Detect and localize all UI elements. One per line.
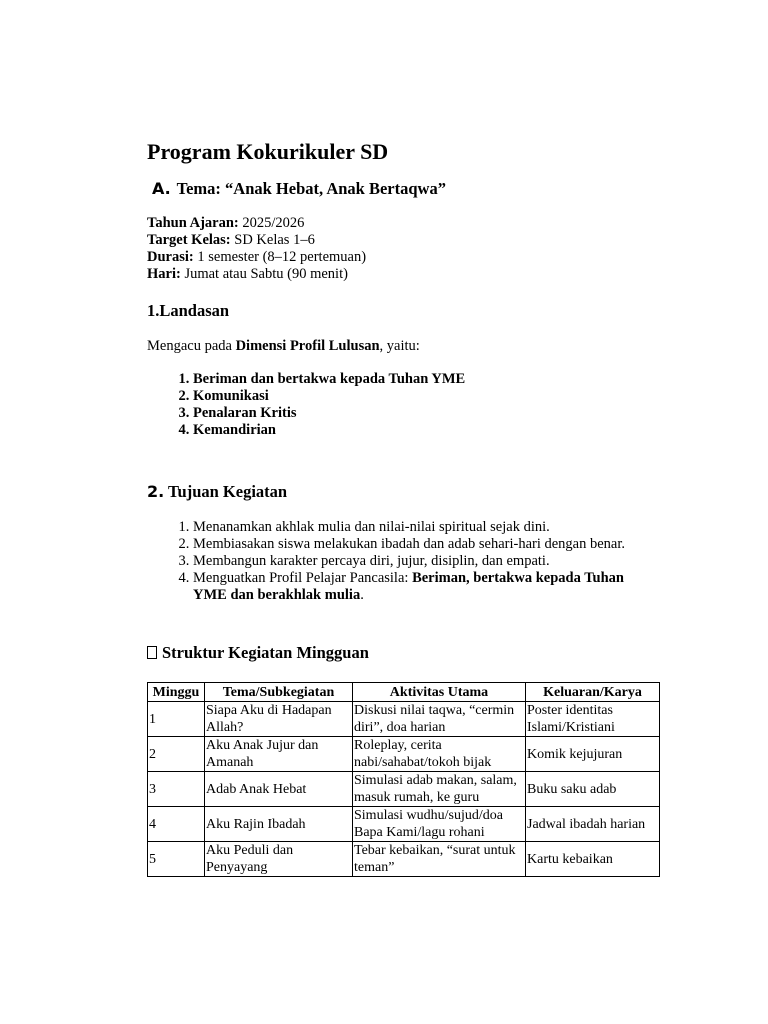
- meta-hari: [147, 266, 659, 283]
- tujuan-item4-post: .: [360, 587, 364, 603]
- meta-value: 1 semester (8–12 pertemuan): [193, 249, 367, 265]
- meta-key: Target Kelas:: [147, 232, 231, 248]
- struktur-heading-text: Struktur Kegiatan Mingguan: [162, 643, 369, 662]
- landasan-intro-bold: Dimensi Profil Lulusan: [235, 338, 380, 354]
- list-item: 1. Menanamkan akhlak mulia dan nilai-nilai spiritual sejak dini.: [193, 519, 659, 536]
- tujuan-item4-bold: Beriman, bertakwa kepada Tuhan YME dan berakhlak mulia: [193, 570, 624, 603]
- cell-minggu: 5: [148, 842, 205, 877]
- meta-target-kelas: [147, 232, 659, 249]
- cell-keluaran: Komik kejujuran: [526, 737, 660, 772]
- landasan-heading: 1.Landasan: [147, 301, 230, 320]
- cell-aktivitas: Simulasi adab makan, salam, masuk rumah, ke guru: [353, 772, 526, 807]
- document-page: [147, 137, 659, 877]
- cell-aktivitas: Tebar kebaikan, “surat untuk teman”: [353, 842, 526, 877]
- cell-tema: Siapa Aku di Hadapan Allah?: [205, 702, 353, 737]
- tujuan-heading: [147, 481, 659, 503]
- cell-aktivitas: Simulasi wudhu/sujud/doa Bapa Kami/lagu rohani: [353, 807, 526, 842]
- table-row: [148, 807, 660, 842]
- table-row: [148, 737, 660, 772]
- meta-value: Jumat atau Sabtu (90 menit): [180, 266, 348, 282]
- landasan-intro-post: , yaitu:: [379, 338, 420, 354]
- cell-minggu: 1: [148, 702, 205, 737]
- meta-tahun-ajaran: [147, 215, 659, 232]
- theme-heading: [147, 178, 659, 200]
- theme-label: Tema: “Anak Hebat, Anak Bertaqwa”: [176, 179, 446, 198]
- missing-glyph-icon: [147, 646, 157, 659]
- table-row: [148, 702, 660, 737]
- document-title: Program Kokurikuler SD: [147, 139, 389, 164]
- table-row: [148, 772, 660, 807]
- program-meta: [147, 215, 659, 283]
- landasan-list: [147, 371, 659, 439]
- list-item: 3. Membangun karakter percaya diri, jujur, disiplin, dan empati.: [193, 553, 659, 570]
- struktur-heading: [147, 642, 659, 664]
- column-header-minggu: Minggu: [148, 683, 205, 702]
- list-item: 1. Beriman dan bertakwa kepada Tuhan YME: [193, 371, 659, 388]
- cell-minggu: 4: [148, 807, 205, 842]
- theme-marker: A.: [152, 179, 171, 198]
- cell-aktivitas: Diskusi nilai taqwa, “cermin diri”, doa harian: [353, 702, 526, 737]
- list-item: 2. Komunikasi: [193, 388, 659, 405]
- cell-aktivitas: Roleplay, cerita nabi/sahabat/tokoh bijak: [353, 737, 526, 772]
- list-item: [193, 570, 659, 604]
- meta-key: Hari:: [147, 266, 181, 282]
- meta-key: Tahun Ajaran:: [147, 215, 239, 231]
- cell-tema: Aku Peduli dan Penyayang: [205, 842, 353, 877]
- cell-keluaran: Buku saku adab: [526, 772, 660, 807]
- list-item: 2. Membiasakan siswa melakukan ibadah dan adab sehari-hari dengan benar.: [193, 536, 659, 553]
- cell-keluaran: Jadwal ibadah harian: [526, 807, 660, 842]
- list-item: 4. Kemandirian: [193, 422, 659, 439]
- tujuan-heading-number: 2.: [147, 482, 165, 501]
- table-header-row: [148, 683, 660, 702]
- meta-value: 2025/2026: [238, 215, 305, 231]
- column-header-tema: Tema/Subkegiatan: [205, 683, 353, 702]
- tujuan-heading-text: Tujuan Kegiatan: [164, 482, 288, 501]
- cell-keluaran: Poster identitas Islami/Kristiani: [526, 702, 660, 737]
- cell-tema: Aku Anak Jujur dan Amanah: [205, 737, 353, 772]
- meta-durasi: [147, 249, 659, 266]
- meta-value: SD Kelas 1–6: [230, 232, 315, 248]
- cell-minggu: 3: [148, 772, 205, 807]
- list-item: 3. Penalaran Kritis: [193, 405, 659, 422]
- cell-tema: Adab Anak Hebat: [205, 772, 353, 807]
- cell-keluaran: Kartu kebaikan: [526, 842, 660, 877]
- cell-tema: Aku Rajin Ibadah: [205, 807, 353, 842]
- table-row: [148, 842, 660, 877]
- tujuan-item4-pre: Menguatkan Profil Pelajar Pancasila:: [193, 570, 413, 586]
- landasan-intro: [147, 337, 659, 355]
- weekly-structure-table: [147, 682, 660, 877]
- column-header-keluaran: Keluaran/Karya: [526, 683, 660, 702]
- meta-key: Durasi:: [147, 249, 194, 265]
- cell-minggu: 2: [148, 737, 205, 772]
- tujuan-list: [147, 519, 659, 604]
- landasan-intro-pre: Mengacu pada: [147, 338, 236, 354]
- column-header-aktivitas: Aktivitas Utama: [353, 683, 526, 702]
